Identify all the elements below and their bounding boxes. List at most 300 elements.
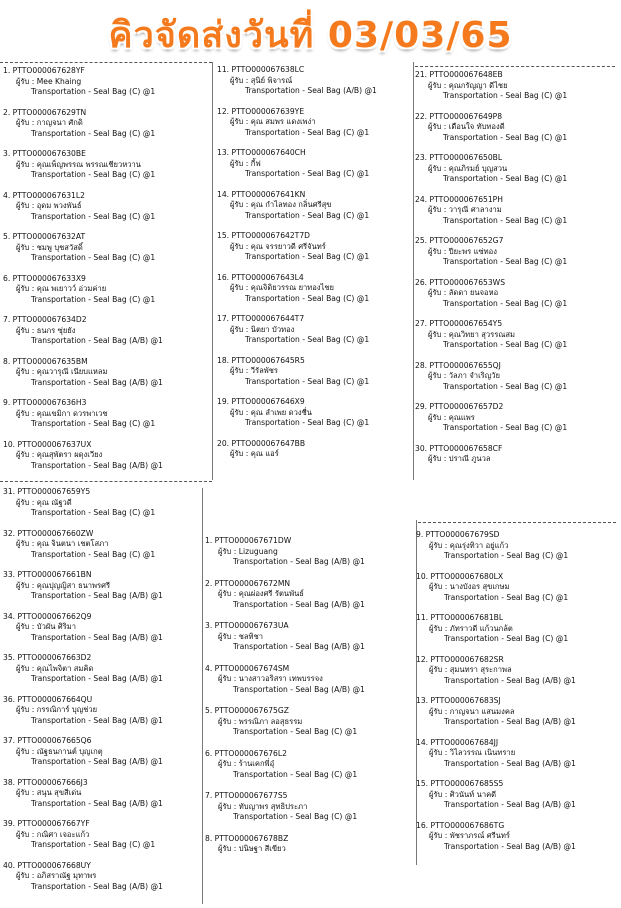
transport-type: Transportation - Seal Bag (A/B) @1: [31, 757, 163, 767]
tracking-number: PTTO000067676L2: [214, 748, 287, 758]
receiver-name: Lizuguang: [238, 546, 278, 556]
receiver-name: พัชราภรณ์ ศรีนทร์: [449, 831, 510, 841]
item-number: 31.: [3, 487, 16, 496]
item-number: 37.: [3, 736, 16, 745]
receiver-line: [415, 123, 615, 131]
receiver-name: ภัทราวดี แก้วนกล้ต: [449, 623, 513, 633]
receiver-name: คุณ พเยาวว์ อ่วมค่าย: [36, 284, 107, 294]
tracking-number: PTTO000067660ZW: [17, 528, 94, 538]
receiver-name: ชมพู บุชสวัสดิ์: [36, 242, 83, 252]
item-number: 14.: [217, 189, 230, 199]
receiver-label: ผู้รับ :: [230, 324, 249, 334]
item-number: 3.: [3, 149, 11, 158]
receiver-line: [416, 542, 616, 550]
tracking-code: [416, 697, 616, 705]
receiver-label: ผู้รับ :: [428, 80, 447, 90]
list-item: [3, 316, 208, 358]
item-number: 29.: [415, 402, 428, 411]
tracking-code: [3, 192, 208, 200]
receiver-name: กณิศา เจอะแก้ว: [36, 829, 90, 839]
tracking-code: [205, 707, 413, 715]
list-item: [416, 822, 616, 864]
receiver-name: นางสาวอริสรา เทพบรรจง: [238, 674, 323, 684]
receiver-name: Mee Khaing: [36, 76, 82, 86]
delivery-list-5: [205, 537, 413, 877]
receiver-line: [3, 202, 208, 210]
receiver-label: ผู้รับ :: [218, 844, 237, 854]
tracking-number: PTTO000067638LC: [231, 65, 305, 74]
receiver-name: บัวผัน ศิริมา: [36, 622, 77, 632]
tracking-code: [3, 530, 208, 538]
list-item: [217, 274, 413, 316]
receiver-label: ผู้รับ :: [16, 580, 35, 590]
receiver-line: [205, 590, 413, 598]
tracking-number: PTTO000067653WS: [429, 277, 506, 287]
list-item: [3, 233, 208, 275]
receiver-line: [3, 327, 208, 335]
tracking-code: [205, 580, 413, 588]
receiver-name: ลัดดา ยนจอหอ: [448, 288, 499, 298]
receiver-label: ผู้รับ :: [230, 158, 249, 168]
receiver-label: ผู้รับ :: [16, 622, 35, 632]
receiver-line: [205, 845, 413, 853]
item-number: 8.: [205, 833, 213, 843]
item-number: 15.: [416, 779, 429, 788]
column-divider: [212, 62, 213, 480]
receiver-line: [205, 633, 413, 641]
receiver-line: [217, 284, 413, 292]
receiver-line: [415, 289, 615, 297]
tracking-number: PTTO000067628YF: [12, 66, 85, 75]
receiver-name: นิตยา บัวทอง: [250, 324, 295, 334]
receiver-name: อภิสราณัฐ มุทาพร: [36, 871, 97, 881]
tracking-code: [3, 233, 208, 241]
tracking-number: PTTO000067635BM: [12, 356, 88, 366]
tracking-code: [3, 150, 208, 158]
receiver-name: คุณวารุณี เนียบแหลม: [36, 367, 108, 377]
receiver-line: [3, 582, 208, 590]
tracking-number: PTTO000067678BZ: [214, 833, 289, 843]
tracking-code: [415, 113, 615, 121]
item-number: 7.: [3, 315, 11, 324]
top-dashed-divider-right: [415, 66, 615, 67]
tracking-code: [415, 279, 615, 287]
tracking-code: [217, 191, 413, 199]
list-item: [3, 109, 208, 151]
receiver-name: สนุน สุขสีเด่น: [36, 788, 82, 798]
receiver-label: ผู้รับ :: [429, 665, 448, 675]
tracking-code: [217, 440, 413, 448]
tracking-number: PTTO000067682SR: [430, 654, 504, 664]
receiver-name: เดือนใจ ทับทองดี: [448, 122, 505, 132]
receiver-label: ผู้รับ :: [16, 325, 35, 335]
tracking-code: [3, 358, 208, 366]
transport-type: Transportation - Seal Bag (A/B) @1: [31, 591, 163, 601]
item-number: 4.: [205, 663, 213, 673]
tracking-number: PTTO000067683SJ: [430, 696, 501, 705]
tracking-code: [3, 441, 208, 449]
item-number: 9.: [3, 398, 11, 407]
receiver-label: ผู้รับ :: [16, 663, 35, 673]
tracking-number: PTTO000067634D2: [12, 315, 87, 324]
item-number: 12.: [217, 106, 230, 116]
list-item: [415, 445, 615, 487]
item-number: 40.: [3, 860, 16, 870]
item-number: 2.: [205, 578, 213, 588]
receiver-name: คุณ จินตนา เชตโสภา: [36, 539, 109, 549]
item-number: 17.: [217, 314, 230, 323]
transport-type: Transportation - Seal Bag (A/B) @1: [31, 881, 163, 891]
page-title: คิวจัดส่งวันที่ 03/03/65: [108, 15, 513, 56]
list-item: [217, 357, 413, 399]
item-number: 20.: [217, 438, 230, 448]
receiver-line: [415, 414, 615, 422]
receiver-name: ณัฐธนกานต์ บุญเกตุ: [36, 746, 103, 756]
receiver-name: ศิวนันท์ นาคดี: [449, 789, 497, 799]
list-item: [3, 530, 208, 572]
list-item: [416, 656, 616, 698]
list-item: [415, 279, 615, 321]
delivery-list-4: [3, 488, 208, 903]
transport-type: Transportation - Seal Bag (C) @1: [443, 215, 568, 225]
transport-type: Transportation - Seal Bag (C) @1: [245, 169, 370, 179]
transport-type: Transportation - Seal Bag (C) @1: [443, 423, 568, 433]
column-divider: [413, 62, 414, 480]
item-number: 23.: [415, 153, 428, 162]
transport-type: Transportation - Seal Bag (A/B) @1: [444, 800, 576, 810]
transport-type: Transportation - Seal Bag (C) @1: [245, 418, 370, 428]
tracking-code: [415, 403, 615, 411]
receiver-name: วิไลวรรณ เนินทราย: [449, 748, 516, 758]
receiver-label: ผู้รับ :: [218, 631, 237, 641]
receiver-label: ผู้รับ :: [428, 246, 447, 256]
list-item: [415, 403, 615, 445]
tracking-code: [416, 531, 616, 539]
list-item: [3, 779, 208, 821]
tracking-number: PTTO000067671DW: [214, 536, 292, 545]
receiver-label: ผู้รับ :: [429, 789, 448, 799]
receiver-name: คุณวิทยา สุวรรณสม: [448, 329, 516, 339]
receiver-line: [415, 372, 615, 380]
item-number: 13.: [217, 148, 230, 157]
receiver-label: ผู้รับ :: [218, 801, 237, 811]
delivery-list-3: [415, 71, 615, 486]
item-number: 35.: [3, 653, 16, 662]
transport-type: Transportation - Seal Bag (A/B) @1: [444, 675, 576, 685]
receiver-label: ผู้รับ :: [218, 589, 237, 599]
transport-type: Transportation - Seal Bag (C) @1: [443, 174, 568, 184]
receiver-line: [3, 623, 208, 631]
tracking-code: [217, 398, 413, 406]
list-item: [3, 192, 208, 234]
receiver-line: [3, 831, 208, 839]
list-item: [416, 697, 616, 739]
transport-type: Transportation - Seal Bag (A/B) @1: [233, 642, 365, 652]
tracking-code: [416, 614, 616, 622]
list-item: [3, 820, 208, 862]
receiver-label: ผู้รับ :: [16, 871, 35, 881]
tracking-code: [205, 792, 413, 800]
receiver-line: [3, 789, 208, 797]
receiver-line: [3, 244, 208, 252]
receiver-label: ผู้รับ :: [218, 759, 237, 769]
transport-type: Transportation - Seal Bag (A/B) @1: [31, 336, 163, 346]
item-number: 18.: [217, 355, 230, 365]
receiver-line: [3, 540, 208, 548]
receiver-name: คุณ สมพร แดงเพง่า: [250, 117, 316, 127]
tracking-number: PTTO000067640CH: [231, 148, 306, 157]
receiver-name: วัลภา จำเริญวัย: [448, 371, 500, 381]
list-item: [3, 275, 208, 317]
item-number: 25.: [415, 236, 428, 245]
tracking-number: PTTO000067636H3: [12, 398, 87, 407]
transport-type: Transportation - Seal Bag (C) @1: [245, 293, 370, 303]
receiver-line: [415, 455, 615, 463]
transport-type: Transportation - Seal Bag (C) @1: [245, 210, 370, 220]
tracking-code: [3, 67, 208, 75]
receiver-line: [3, 451, 208, 459]
transport-type: Transportation - Seal Bag (C) @1: [443, 257, 568, 267]
receiver-line: [416, 832, 616, 840]
receiver-label: ผู้รับ :: [428, 205, 447, 215]
receiver-name: อุดม พวงพันธ์: [36, 201, 82, 211]
receiver-label: ผู้รับ :: [16, 497, 35, 507]
receiver-name: ทับญาพร สุทธิประภา: [238, 801, 308, 811]
tracking-code: [205, 537, 413, 545]
receiver-line: [416, 666, 616, 674]
tracking-number: PTTO000067663D2: [17, 653, 92, 662]
receiver-name: ร้านเคกพี่อุ๋: [238, 759, 275, 769]
receiver-name: สุมนทรา สุระกาพล: [449, 665, 512, 675]
item-number: 21.: [415, 70, 428, 79]
item-number: 30.: [415, 443, 428, 453]
receiver-name: นางบังอร สุขเกษม: [449, 582, 510, 592]
item-number: 7.: [205, 791, 213, 800]
tracking-number: PTTO000067632AT: [12, 232, 86, 241]
receiver-label: ผู้รับ :: [16, 788, 35, 798]
receiver-line: [217, 367, 413, 375]
item-number: 5.: [3, 232, 11, 241]
receiver-line: [415, 165, 615, 173]
tracking-code: [3, 399, 208, 407]
receiver-label: ผู้รับ :: [16, 450, 35, 460]
item-number: 16.: [416, 820, 429, 830]
tracking-code: [415, 196, 615, 204]
receiver-name: คุณจิดิยวรรณ ยาทองไชย: [250, 283, 334, 293]
tracking-code: [3, 820, 208, 828]
list-item: [3, 67, 208, 109]
item-number: 5.: [205, 706, 213, 715]
receiver-line: [416, 791, 616, 799]
receiver-line: [3, 410, 208, 418]
tracking-number: PTTO000067674SM: [214, 663, 290, 673]
tracking-code: [3, 613, 208, 621]
receiver-label: ผู้รับ :: [429, 831, 448, 841]
receiver-line: [3, 161, 208, 169]
transport-type: Transportation - Seal Bag (C) @1: [444, 634, 569, 644]
receiver-line: [217, 160, 413, 168]
receiver-name: กาญจนา แสนมงคล: [449, 706, 515, 716]
tracking-number: PTTO000067673UA: [214, 621, 289, 630]
tracking-code: [217, 274, 413, 282]
tracking-number: PTTO000067647BB: [231, 438, 306, 448]
receiver-label: ผู้รับ :: [429, 582, 448, 592]
list-item: [217, 108, 413, 150]
item-number: 15.: [217, 231, 230, 240]
receiver-line: [416, 625, 616, 633]
receiver-line: [415, 206, 615, 214]
receiver-label: ผู้รับ :: [230, 117, 249, 127]
transport-type: Transportation - Seal Bag (C) @1: [233, 812, 358, 822]
list-item: [217, 440, 413, 482]
tracking-code: [415, 445, 615, 453]
receiver-line: [3, 119, 208, 127]
item-number: 34.: [3, 611, 16, 621]
tracking-number: PTTO000067633X9: [12, 273, 86, 283]
receiver-name: พรรณิภา ลอสุธรรม: [238, 716, 303, 726]
receiver-line: [205, 675, 413, 683]
receiver-label: ผู้รับ :: [16, 408, 35, 418]
tracking-code: [217, 357, 413, 365]
transport-type: Transportation - Seal Bag (A/B) @1: [31, 715, 163, 725]
transport-type: Transportation - Seal Bag (C) @1: [31, 549, 156, 559]
list-item: [3, 737, 208, 779]
tracking-number: PTTO000067631L2: [12, 190, 85, 200]
list-item: [3, 571, 208, 613]
transport-type: Transportation - Seal Bag (A/B) @1: [31, 460, 163, 470]
receiver-name: คุณ ณัฐวดี: [36, 497, 72, 507]
transport-type: Transportation - Seal Bag (C) @1: [31, 87, 156, 97]
receiver-label: ผู้รับ :: [428, 454, 447, 464]
receiver-name: คุณเพ็ญพรรณ พรรณเชียวหวาน: [36, 159, 141, 169]
receiver-name: คุณเขมิกา ดวรพาเวช: [36, 408, 108, 418]
tracking-number: PTTO000067645R5: [231, 355, 305, 365]
item-number: 26.: [415, 277, 428, 287]
transport-type: Transportation - Seal Bag (C) @1: [31, 170, 156, 180]
receiver-label: ผู้รับ :: [16, 242, 35, 252]
receiver-name: วารุณี ศาลางาม: [448, 205, 502, 215]
tracking-number: PTTO000067648EB: [429, 70, 503, 79]
transport-type: Transportation - Seal Bag (C) @1: [443, 91, 568, 101]
top-dashed-divider: [0, 62, 212, 63]
receiver-name: ปนิษฐา สีเขียว: [238, 844, 286, 854]
receiver-name: คุณปุญญิสา ธนาพรศรี: [36, 580, 111, 590]
item-number: 19.: [217, 397, 230, 406]
list-item: [415, 237, 615, 279]
transport-type: Transportation - Seal Bag (C) @1: [245, 335, 370, 345]
delivery-list-6: [416, 531, 616, 863]
receiver-label: ผู้รับ :: [230, 449, 249, 459]
item-number: 10.: [416, 571, 429, 581]
receiver-label: ผู้รับ :: [429, 540, 448, 550]
transport-type: Transportation - Seal Bag (C) @1: [31, 128, 156, 138]
receiver-line: [416, 708, 616, 716]
tracking-code: [217, 232, 413, 240]
receiver-line: [217, 77, 413, 85]
tracking-number: PTTO000067679SD: [425, 530, 500, 539]
list-item: [217, 66, 413, 108]
receiver-label: ผู้รับ :: [16, 76, 35, 86]
item-number: 24.: [415, 194, 428, 204]
transport-type: Transportation - Seal Bag (C) @1: [31, 840, 156, 850]
transport-type: Transportation - Seal Bag (A/B) @1: [233, 599, 365, 609]
tracking-number: PTTO000067641KN: [231, 189, 306, 199]
item-number: 4.: [3, 190, 11, 200]
tracking-number: PTTO000067651PH: [429, 194, 503, 204]
receiver-line: [205, 803, 413, 811]
tracking-number: PTTO000067668UY: [17, 860, 91, 870]
tracking-number: PTTO000067675GZ: [214, 706, 289, 715]
transport-type: Transportation - Seal Bag (A/B) @1: [245, 86, 377, 96]
list-item: [3, 862, 208, 904]
list-item: [416, 573, 616, 615]
transport-type: Transportation - Seal Bag (C) @1: [443, 381, 568, 391]
list-item: [3, 654, 208, 696]
list-item: [415, 154, 615, 196]
receiver-name: คุณ ลำเพย ดวงชื่น: [250, 407, 312, 417]
item-number: 11.: [416, 613, 429, 622]
item-number: 1.: [3, 66, 11, 75]
transport-type: Transportation - Seal Bag (C) @1: [443, 298, 568, 308]
receiver-line: [217, 243, 413, 251]
tracking-number: PTTO000067637UX: [17, 439, 92, 449]
tracking-number: PTTO000067650BL: [429, 153, 503, 162]
transport-type: Transportation - Seal Bag (A/B) @1: [233, 684, 365, 694]
item-number: 11.: [217, 65, 230, 74]
receiver-name: ปียะพร แซ่ทอง: [448, 246, 497, 256]
list-item: [415, 196, 615, 238]
tracking-number: PTTO000067659Y5: [17, 487, 91, 496]
receiver-label: ผู้รับ :: [16, 159, 35, 169]
receiver-line: [3, 78, 208, 86]
transport-type: Transportation - Seal Bag (A/B) @1: [444, 717, 576, 727]
receiver-name: ธนกร ซุ่ยยัง: [36, 325, 76, 335]
list-item: [205, 665, 413, 708]
receiver-label: ผู้รับ :: [16, 367, 35, 377]
receiver-label: ผู้รับ :: [428, 122, 447, 132]
item-number: 16.: [217, 272, 230, 282]
transport-type: Transportation - Seal Bag (C) @1: [245, 252, 370, 262]
tracking-code: [3, 779, 208, 787]
receiver-line: [3, 706, 208, 714]
tracking-code: [3, 654, 208, 662]
receiver-name: คุณ แอร์: [250, 449, 279, 459]
tracking-code: [416, 739, 616, 747]
receiver-label: ผู้รับ :: [218, 716, 237, 726]
list-item: [3, 488, 208, 530]
tracking-code: [217, 315, 413, 323]
receiver-label: ผู้รับ :: [429, 623, 448, 633]
tracking-number: PTTO000067685S5: [430, 779, 504, 788]
item-number: 12.: [416, 654, 429, 664]
tracking-code: [3, 316, 208, 324]
item-number: 6.: [205, 748, 213, 758]
tracking-code: [415, 71, 615, 79]
tracking-number: PTTO000067680LX: [430, 571, 504, 581]
delivery-list-2: [217, 66, 413, 481]
tracking-number: PTTO000067642T7D: [231, 231, 310, 240]
list-item: [3, 150, 208, 192]
list-item: [205, 792, 413, 835]
list-item: [3, 696, 208, 738]
receiver-name: คุณไพจิตา สมคิด: [36, 663, 94, 673]
receiver-line: [205, 548, 413, 556]
receiver-name: คุณแพร: [448, 412, 475, 422]
tracking-number: PTTO000067646X9: [231, 397, 305, 406]
receiver-line: [217, 409, 413, 417]
receiver-label: ผู้รับ :: [16, 539, 35, 549]
tracking-code: [416, 780, 616, 788]
